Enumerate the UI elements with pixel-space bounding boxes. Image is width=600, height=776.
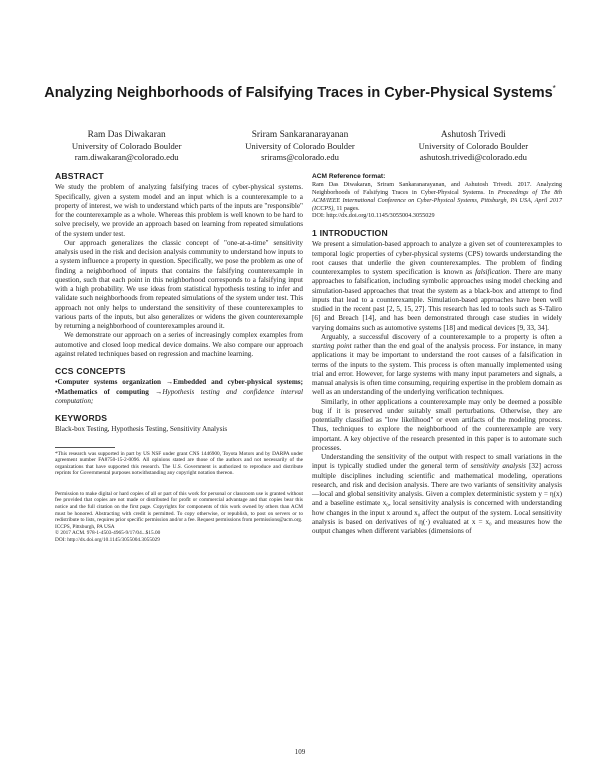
keywords-text: Black-box Testing, Hypothesis Testing, Sensitivity Analysis [55, 425, 228, 434]
ccs-concepts [55, 378, 303, 406]
paper-title [40, 80, 560, 102]
venue-line: ICCPS, Pittsburgh, PA USA [55, 523, 115, 530]
intro-emphasis: falsification [475, 268, 510, 277]
permission-notice: Permission to make digital or hard copies of all or part of this work for personal or classroom use is granted without fee provided that copies are not made or distributed for profit or commercial advantage and that copies bear this notice and the full citation on the first page. Copyrights for components of this work owned by others than ACM must be honored. Abstracting with credit is permitted. To copy otherwise, or republish, to post on servers or to redistribute to lists, requires prior specific permission and/or a fee. Request permissions from permissions@acm.org. [55, 490, 303, 524]
acm-reference-pages: 11 pages. [334, 204, 360, 212]
author-affiliation: University of Colorado Boulder [71, 141, 182, 151]
intro-text: Arguably, a successful discovery of a counterexample to a property is often a [321, 332, 562, 341]
title-footnote-mark: * [552, 84, 556, 93]
ccs-heading: CCS CONCEPTS [55, 366, 126, 376]
abstract-paragraph: We study the problem of analyzing falsifying traces of cyber-physical systems. Specifically, given a system model and an input which is a counterexample to a property of interest, we wish to understand which parts of the inputs are "responsible" for the counterexample as a whole. Whereas this problem is well known to be hard to solve precisely, we provide an approach based on learning from repeated simulations of the system under test. [55, 183, 303, 238]
left-column [55, 172, 303, 544]
author-1 [40, 130, 213, 163]
acm-reference-text: Ram Das Diwakaran, Sriram Sankaranarayanan, and Ashutosh Trivedi. 2017. Analyzing Neighborhoods of Falsifying Traces in Cyber-Physical Systems. In [312, 181, 562, 197]
intro-paragraph-2 [312, 333, 562, 398]
author-2 [213, 130, 386, 163]
footnote-rule [55, 447, 115, 448]
author-affiliation: University of Colorado Boulder [245, 141, 355, 151]
author-email: ashutosh.trivedi@colorado.edu [419, 152, 527, 162]
author-email: ram.diwakaran@colorado.edu [74, 152, 179, 162]
intro-text: . There are many approaches to falsification, including symbolic approaches using model checking and simulation-based approaches that treat the system as a black-box and attempt to find inputs that lead to a counterexample. Simulation-based approaches have been well studied in the recent past [2, 5, 15, 27]. This research has led to tools such as S-Taliro [6] and Breach [14], and has been demonstrated through case studies in widely varying domains such as automotive systems [18] and medical devices [9, 33, 34]. [312, 268, 562, 332]
intro-text: We present a simulation-based approach to analyze a given set of counterexamples to temporal logic properties of cyber-physical systems (CPS) towards understanding the root causes that underlie the given counterexamples. The problem of finding counterexamples to system specification is known as [312, 240, 562, 277]
intro-paragraph-1 [312, 240, 562, 333]
right-column [312, 172, 562, 536]
intro-paragraph-3: Similarly, in other applications a counterexample may only be deemed a possible bug if it is preserved under suitably small perturbations. Otherwise, they are potentially classified as "low likelihood" or even artifacts of the modeling process. Thus, techniques to explore the neighborhood of the counterexample are very important. A key objective of the research presented in this paper is to automate such processes. [312, 397, 562, 452]
author-name: Sriram Sankaranarayanan [251, 130, 349, 140]
ccs-concepts-italic: Hypothesis testing and confidence interval computation; [55, 387, 303, 405]
keywords-heading: KEYWORDS [55, 413, 108, 423]
title-text: Analyzing Neighborhoods of Falsifying Traces in Cyber-Physical Systems [44, 84, 553, 101]
abstract-paragraph: We demonstrate our approach on a series of increasingly complex examples from automotive and closed loop medical device domains. We also compare our approach against related techniques based on regression and machine learning. [55, 331, 303, 358]
abstract-heading: ABSTRACT [55, 171, 104, 181]
abstract-paragraph: Our approach generalizes the classic concept of "one-at-a-time" sensitivity analysis used in the risk and decision analysis community to understand how inputs to a system influence a property in question. Specifically, we pose the problem as one of finding a neighborhood of inputs that contains the falsifying counterexample in question, such that each point in this neighborhood corresponds to a falsifying input with a high probability. We use ideas from statistical hypothesis testing to infer and validate such neighborhoods from repeated simulations of the system under test. This approach not only helps to understand the sensitivity of these counterexamples to various parts of the inputs, but also generalizes or widens the given counterexample by returning a neighborhood of counterexamples around it. [55, 238, 303, 330]
page-number: 109 [294, 748, 306, 756]
author-3 [387, 130, 560, 163]
intro-text: [32] across multiple disciplines including scientific and mathematical modeling, operations research, and risk and decision analysis. There are two variants of sensitivity analysis—local and global sensitivity analysis. Given a complex deterministic system y = η(x) and a baseline estimate x₀, local sensitivity analysis is concerned with understanding how changes in the input x around x₀ affect the output of the system. Local sensitivity analysis is based on derivatives of η(·) evaluated at x = x₀ and measures how the output changes when different variables (dimensions of [312, 462, 562, 536]
acm-reference-doi: DOI: http://dx.doi.org/10.1145/3055004.3055029 [312, 212, 435, 220]
intro-emphasis: sensitivity analysis [470, 462, 526, 471]
acm-reference-venue: Proceedings of The 8th ACM/IEEE International Conference on Cyber-Physical Systems, Pittsburgh, PA USA, April 2017 (ICCPS), [312, 189, 562, 212]
author-name: Ram Das Diwakaran [87, 130, 166, 140]
introduction-heading: 1 INTRODUCTION [312, 228, 388, 239]
intro-text: rather than the end goal of the analysis process. For instance, in many applications it may be important to understand the root causes of a falsification in terms of the inputs to the system. This process is often manually implemented using trial and error. However, for large systems with many input parameters and signals, a manual analysis is often time consuming, requiring expertise in the problem domain as well as an understanding of the underlying verification techniques. [312, 342, 562, 397]
funding-footnote: *This research was supported in part by US NSF under grant CNS 1446900, Toyota Motors and by DARPA under agreement number FA8750-15-2-0096. All opinions stated are those of the authors and not necessarily of the organizations that have supported this research. The U.S. Government is authorized to reproduce and distribute reprints for Governmental purposes notwithstanding any copyright notation thereon. [55, 450, 303, 477]
author-email: srirams@colorado.edu [261, 152, 339, 162]
author-affiliation: University of Colorado Boulder [418, 141, 529, 151]
doi-line: DOI: http://dx.doi.org/10.1145/3055004.3055029 [55, 537, 160, 544]
intro-emphasis: starting point [312, 342, 352, 351]
copyright-line: © 2017 ACM. 978-1-4503-4965-9/17/04...$15.00 [55, 530, 161, 537]
intro-text: Understanding the sensitivity of the output with respect to small variations in the input is typically studied under the general term of [312, 453, 562, 471]
acm-reference [312, 181, 562, 212]
ccs-concepts-bold: •Computer systems organization →Embedded and cyber-physical systems; •Mathematics of computing → [55, 378, 303, 396]
author-block [40, 130, 560, 163]
acm-reference-heading: ACM Reference format: [312, 173, 386, 180]
author-name: Ashutosh Trivedi [440, 130, 506, 140]
intro-paragraph-4 [312, 453, 562, 536]
